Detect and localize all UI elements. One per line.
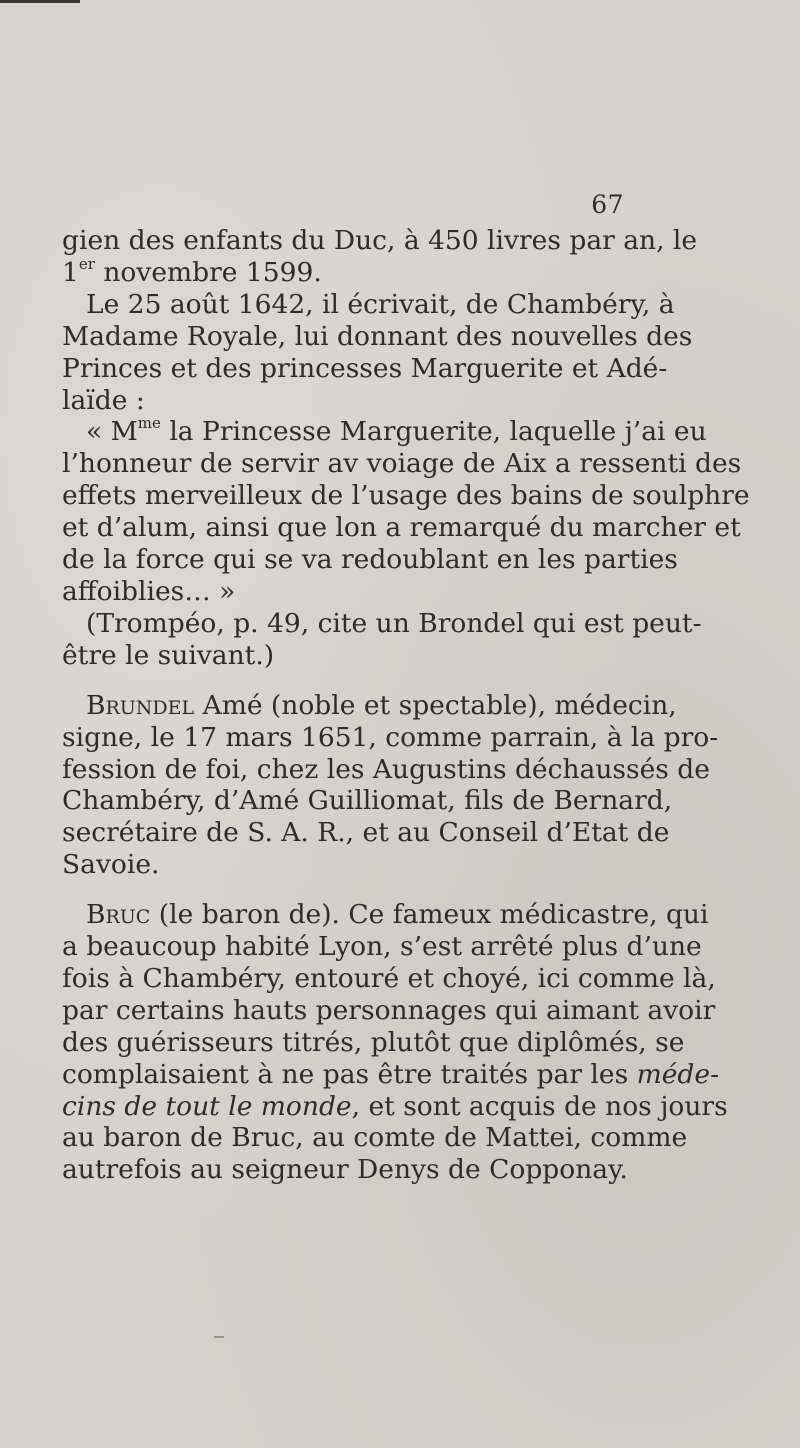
text-line: Savoie. [62,849,160,881]
text-line: l’honneur de servir av voiage de Aix a ressenti des [62,448,742,480]
text-line: complaisaient à ne pas être traités par les méde- [62,1058,720,1090]
text-line: effets merveilleux de l’usage des bains de soulphre [62,480,750,512]
text-line: laïde : [62,384,145,416]
paragraph-2 [62,288,693,417]
text-line: fois à Chambéry, entouré et choyé, ici comme là, [62,962,716,994]
text-line: Chambéry, d’Amé Guilliomat, fils de Bernard, [62,785,673,817]
text-line: Le 25 août 1642, il écrivait, de Chambéry, à [86,288,675,320]
body-text [62,225,750,1186]
superscript: me [137,414,161,433]
italic-text: cins de tout le monde [62,1090,352,1122]
text-line: affoiblies… » [62,575,236,607]
text-line: cins de tout le monde, et sont acquis de nos jours [62,1090,728,1122]
text-line: Brundel Amé (noble et spectable), médecin, [86,689,677,721]
text-line: a beaucoup habité Lyon, s’est arrêté plus d’une [62,931,702,963]
text-line: et d’alum, ainsi que lon a remarqué du marcher et [62,512,741,544]
text-line: « $M^{me}$ la Princesse Marguerite, laquelle j’ai eu [86,414,707,448]
text-line: des guérisseurs titrés, plutôt que diplômés, se [62,1026,685,1058]
top-rule [0,0,80,3]
entry-brundel [62,689,719,881]
text-line: Bruc (le baron de). Ce fameux médicastre, qui [86,899,709,931]
text-line: secrétaire de S. A. R., et au Conseil d’Etat de [62,817,670,849]
text-line: (Trompéo, p. 49, cite un Brondel qui est peut- [86,607,702,639]
text-line: gien des enfants du Duc, à 450 livres par an, le [62,225,698,256]
text-line: Madame Royale, lui donnant des nouvelles des [62,320,693,352]
text-line: par certains hauts personnages qui aimant avoir [62,994,716,1026]
paragraph-note [62,607,702,672]
entry-heading: Brundel [86,689,195,721]
paragraph-quote [62,414,750,607]
italic-text: méde- [636,1058,720,1090]
text-line: de la force qui se va redoublant en les parties [62,544,678,576]
text-line: être le suivant.) [62,639,275,671]
text-line: fession de foi, chez les Augustins déchaussés de [62,753,710,785]
entry-bruc [62,899,728,1186]
paragraph-1 [62,225,698,289]
superscript: er [78,254,95,273]
page-number: 67 [591,190,624,219]
text-line: 1er novembre 1599. [62,254,322,288]
text-line: au baron de Bruc, au comte de Mattei, comme [62,1122,688,1154]
text-line: autrefois au seigneur Denys de Copponay. [62,1154,628,1186]
stray-mark [214,1336,224,1338]
text-line: signe, le 17 mars 1651, comme parrain, à la pro- [62,721,719,753]
text-line: Princes et des princesses Marguerite et Adé- [62,352,668,384]
entry-heading: Bruc [86,899,151,931]
